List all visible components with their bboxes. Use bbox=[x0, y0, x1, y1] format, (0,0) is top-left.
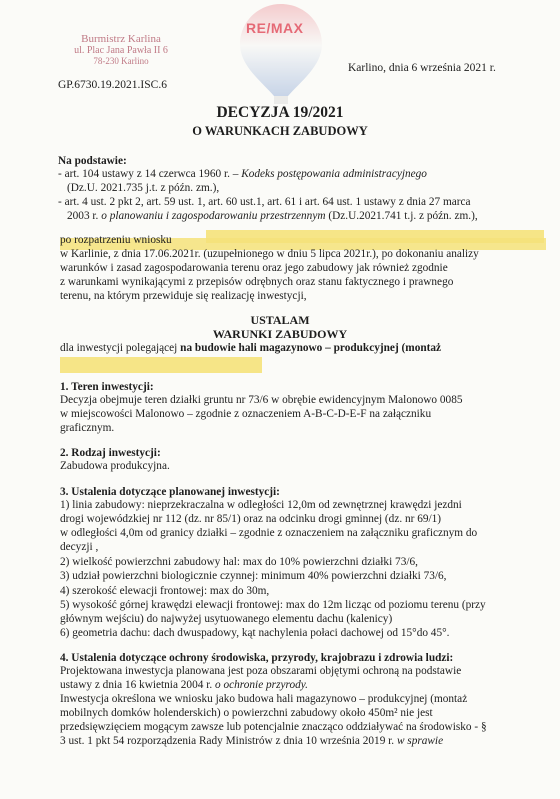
basis-item-2-ref: (Dz.U.2021.741 t.j. z późn. zm.), bbox=[328, 210, 478, 222]
basis-heading: Na podstawie: bbox=[58, 155, 127, 167]
section-4-line-4: mobilnych domków holenderskich) o powierzchni zabudowy około 450m² nie jest bbox=[60, 707, 433, 719]
decision-heading-2: WARUNKI ZABUDOWY bbox=[212, 327, 348, 341]
consider-line-5: terenu, na którym przewiduje się realizację inwestycji, bbox=[60, 290, 307, 302]
decision-line-1 bbox=[60, 341, 441, 355]
basis-item-2-year: 2003 r. bbox=[67, 210, 99, 222]
consider-line-4: z warunkami wynikającymi z przepisów odrębnych oraz stanu faktycznego i prawnego bbox=[60, 276, 454, 288]
document-date: Karlino, dnia 6 września 2021 r. bbox=[348, 62, 496, 74]
section-1-line-1: Decyzja obejmuje teren działki gruntu nr 73/6 w obrębie ewidencyjnym Malonowo 0085 bbox=[60, 394, 463, 406]
office-stamp bbox=[60, 34, 182, 67]
stamp-line-1: Burmistrz Karlina bbox=[81, 33, 161, 45]
consider-line-3: warunków i zasad zagospodarowania terenu oraz jego zabudowy jak również zgodnie bbox=[60, 262, 448, 274]
section-3-line-4: decyzji , bbox=[60, 541, 99, 553]
basis-item-2-title: o planowaniu i zagospodarowaniu przestrzennym bbox=[101, 210, 326, 222]
basis-item-1-text: - art. 104 ustawy z 14 czerwca 1960 r. – bbox=[58, 168, 239, 180]
section-3-line-7: 4) szerokość elewacji frontowej: max do 30m, bbox=[60, 585, 270, 597]
section-3-line-1: 1) linia zabudowy: nieprzekraczalna w odległości 12,0m od zewnętrznej krawędzi jezdni bbox=[60, 499, 462, 511]
section-4-line-6 bbox=[60, 734, 443, 748]
decision-heading-1: USTALAM bbox=[250, 313, 310, 327]
section-4-line-3: Inwestycja określona we wniosku jako budowa hali magazynowo – produkcyjnej (montaż bbox=[60, 693, 468, 705]
basis-item-1-title: Kodeks postępowania administracyjnego bbox=[241, 168, 427, 180]
section-2-line-1: Zabudowa produkcyjna. bbox=[60, 460, 170, 472]
section-1-line-3: graficznym. bbox=[60, 422, 115, 434]
section-3-line-9: głównym wejściu) do najwyżej usytuowanego elementu dachu (kalenicy) bbox=[60, 613, 393, 625]
decision-line-1-intro: dla inwestycji polegającej bbox=[60, 342, 178, 354]
section-4-line-1: Projektowana inwestycja planowana jest poza obszarami objętymi ochroną na podstawie bbox=[60, 665, 462, 677]
redaction-highlight bbox=[60, 357, 262, 373]
section-4-line-2-text: ustawy z dnia 16 kwietnia 2004 r. bbox=[60, 679, 213, 691]
decision-investment: na budowie hali magazynowo – produkcyjnej (montaż bbox=[180, 342, 442, 354]
stamp-line-2: ul. Plac Jana Pawła II 6 bbox=[74, 45, 168, 56]
section-3-heading: 3. Ustalenia dotyczące planowanej inwestycji: bbox=[60, 486, 280, 498]
section-1-heading: 1. Teren inwestycji: bbox=[60, 381, 154, 393]
remax-balloon-logo bbox=[238, 2, 324, 106]
reference-number: GP.6730.19.2021.ISC.6 bbox=[58, 79, 167, 91]
basis-item-1-line-2: (Dz.U. 2021.735 j.t. z późn. zm.), bbox=[67, 182, 220, 194]
section-4-line-2 bbox=[60, 678, 308, 692]
consider-line-2: w Karlinie, z dnia 17.06.2021r. (uzupełnionego w dniu 5 lipca 2021r.), po dokonaniu analizy bbox=[60, 248, 479, 260]
section-4-line-6-italic: w sprawie bbox=[396, 735, 444, 747]
basis-item-1 bbox=[58, 167, 508, 181]
consider-line-1: po rozpatrzeniu wniosku bbox=[60, 234, 172, 246]
section-3-line-6: 3) udział powierzchni biologicznie czynnej: minimum 40% powierzchni działki 73/6, bbox=[60, 570, 447, 582]
section-3-line-10: 6) geometria dachu: dach dwuspadowy, kąt nachylenia połaci dachowej od 15°do 45°. bbox=[60, 627, 450, 639]
section-3-line-8: 5) wysokość górnej krawędzi elewacji frontowej: max do 12m licząc od poziomu terenu (przy bbox=[60, 599, 486, 611]
decision-title: DECYZJA 19/2021 bbox=[216, 104, 344, 121]
section-4-line-5: przedsięwzięciem mogącym zawsze lub potencjalnie znacząco oddziaływać na środowisko - § bbox=[60, 721, 487, 733]
section-3-line-5: 2) wielkość powierzchni zabudowy hal: max do 10% powierzchni działki 73/6, bbox=[60, 556, 418, 568]
section-2-heading: 2. Rodzaj inwestycji: bbox=[60, 447, 161, 459]
basis-item-2-line-2 bbox=[67, 209, 478, 223]
basis-item-2: - art. 4 ust. 2 pkt 2, art. 59 ust. 1, art. 60 ust.1, art. 61 i art. 64 ust. 1 ustawy z dnia 27 marca bbox=[58, 196, 471, 208]
stamp-line-3: 78-230 Karlino bbox=[93, 56, 149, 66]
watermark-text: RE/MAX bbox=[246, 20, 304, 36]
section-4-line-6-text: 3 ust. 1 pkt 54 rozporządzenia Rady Ministrów z dnia 10 września 2019 r. bbox=[60, 735, 395, 747]
section-3-line-3: w odległości 4,0m od granicy działki – zgodnie z oznaczeniem na załączniku graficznym do bbox=[60, 527, 478, 539]
decision-subtitle: O WARUNKACH ZABUDOWY bbox=[192, 124, 368, 138]
section-4-heading: 4. Ustalenia dotyczące ochrony środowiska, przyrody, krajobrazu i zdrowia ludzi: bbox=[60, 652, 454, 664]
section-3-line-2: drogi wojewódzkiej nr 112 (dz. nr 85/1) oraz na odcinku drogi gminnej (dz. nr 69/1) bbox=[60, 513, 442, 525]
section-4-act-title: o ochronie przyrody. bbox=[215, 679, 308, 691]
section-1-line-2: w miejscowości Malonowo – zgodnie z oznaczeniem A-B-C-D-E-F na załączniku bbox=[60, 408, 432, 420]
